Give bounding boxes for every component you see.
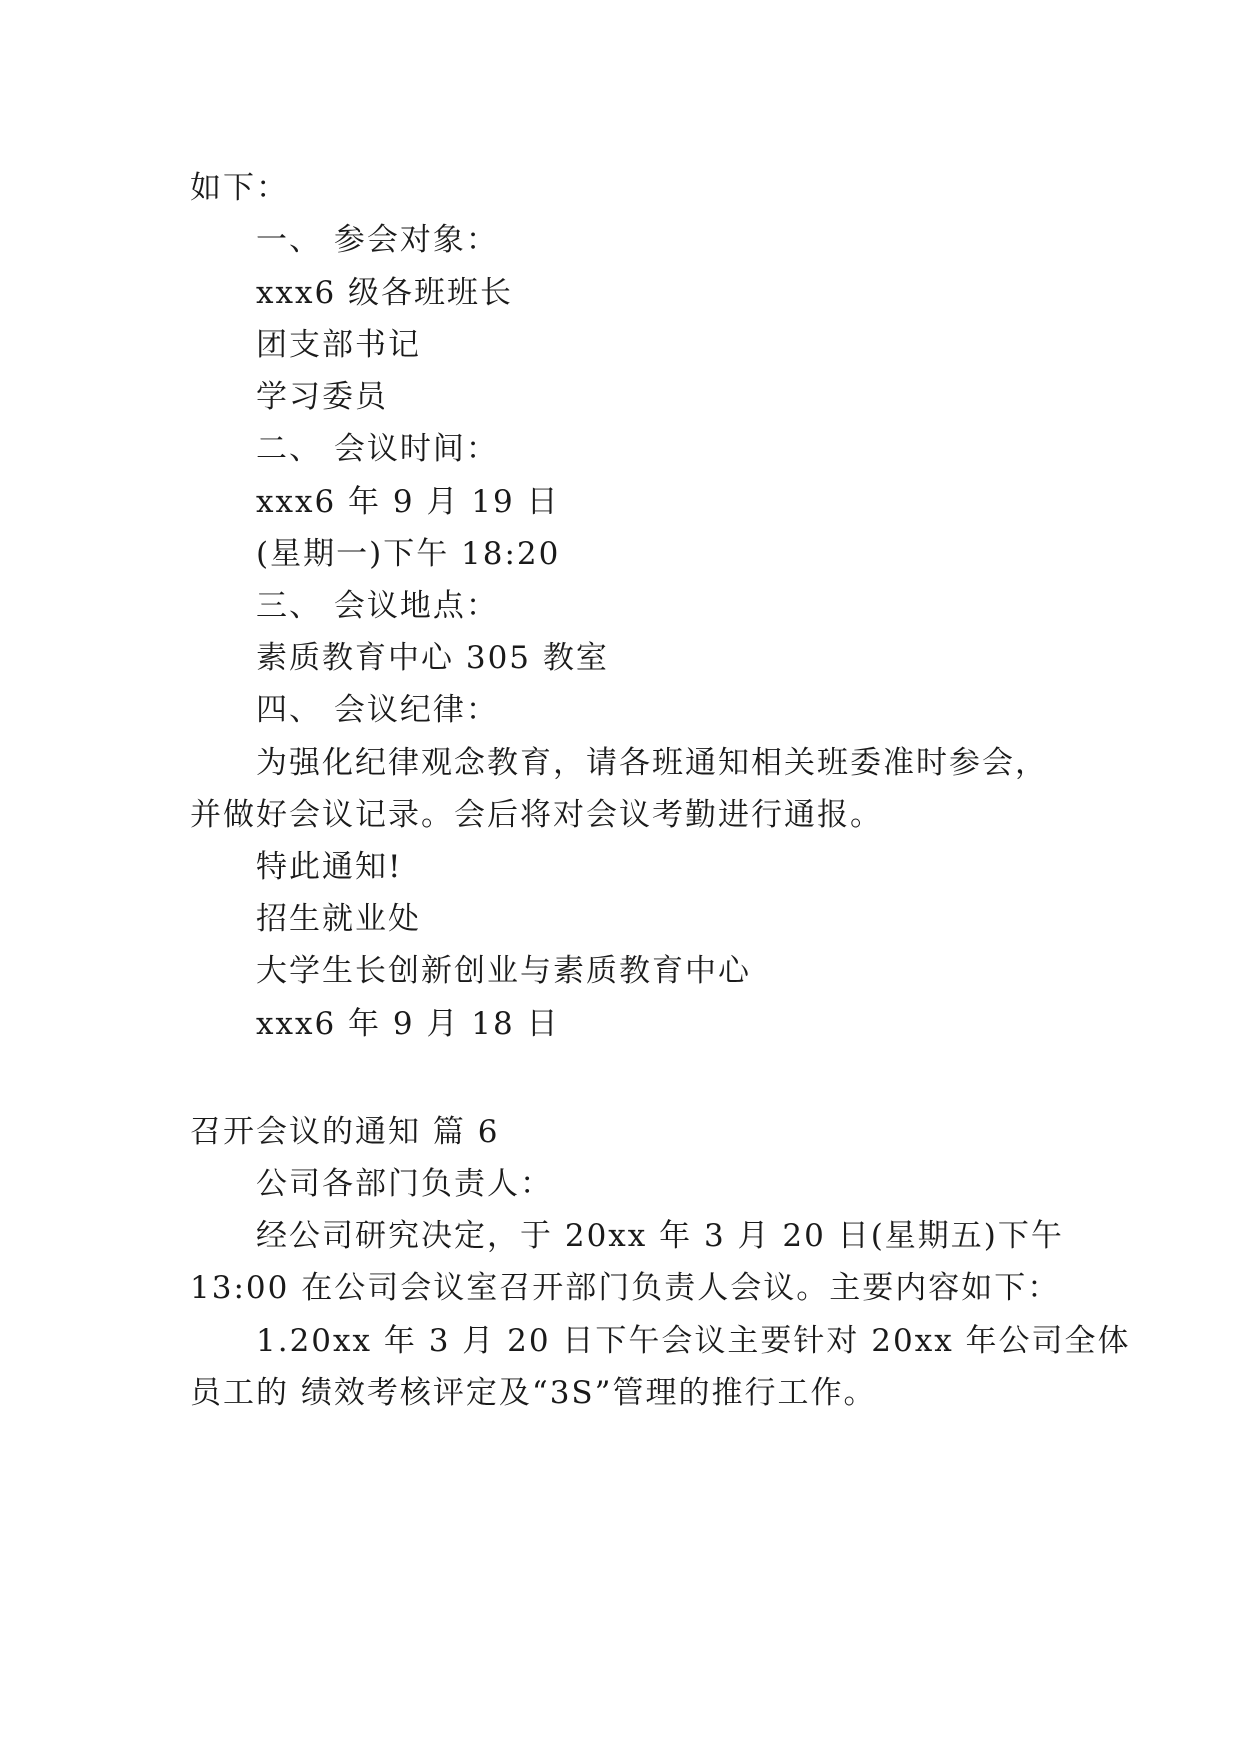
section-title: 召开会议的通知 篇 6	[190, 1114, 500, 1150]
attendee-line: 学习委员	[256, 379, 388, 415]
sign-date: xxx6 年 9 月 18 日	[256, 1006, 560, 1042]
meeting-location: 素质教育中心 305 教室	[256, 640, 609, 676]
discipline-text: 为强化纪律观念教育，请各班通知相关班委准时参会，	[256, 745, 1048, 781]
attendee-line: 团支部书记	[256, 327, 421, 363]
intro-text: 如下：	[190, 170, 289, 206]
signer: 大学生长创新创业与素质教育中心	[256, 953, 751, 989]
paragraph-line: 13:00 在公司会议室召开部门负责人会议。主要内容如下：	[190, 1270, 1061, 1306]
item4-heading: 四、 会议纪律：	[256, 692, 499, 728]
item2-heading: 二、 会议时间：	[256, 431, 499, 467]
paragraph-line: 经公司研究决定，于 20xx 年 3 月 20 日(星期五)下午	[256, 1218, 1064, 1254]
closing-text: 特此通知!	[256, 849, 403, 885]
paragraph-line: 1.20xx 年 3 月 20 日下午会议主要针对 20xx 年公司全体	[256, 1323, 1131, 1359]
discipline-text: 并做好会议记录。会后将对会议考勤进行通报。	[190, 797, 883, 833]
attendee-line: xxx6 级各班班长	[256, 275, 514, 311]
item3-heading: 三、 会议地点：	[256, 588, 499, 624]
item1-heading: 一、 参会对象：	[256, 222, 499, 258]
meeting-date: xxx6 年 9 月 19 日	[256, 484, 560, 520]
salutation: 公司各部门负责人：	[256, 1166, 553, 1202]
meeting-time: (星期一)下午 18:20	[256, 536, 561, 572]
paragraph-line: 员工的 绩效考核评定及“3S”管理的推行工作。	[190, 1375, 877, 1411]
signer: 招生就业处	[256, 901, 421, 937]
